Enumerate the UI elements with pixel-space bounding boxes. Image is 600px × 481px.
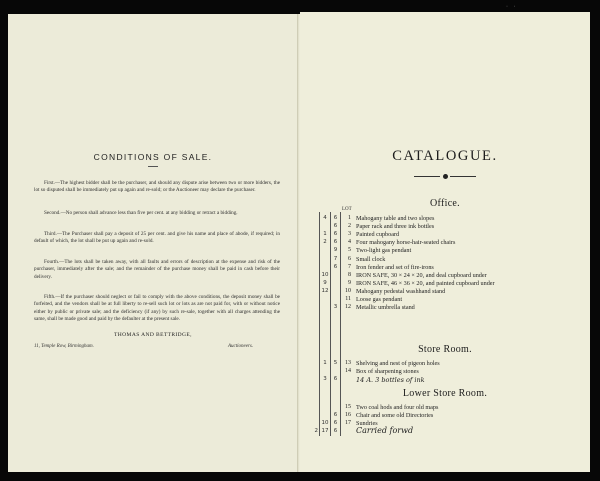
shillings-cell: 10 — [321, 271, 329, 278]
lot-description: IRON SAFE, 30 × 24 × 20, and deal cupboard under — [356, 271, 487, 279]
lot-row — [300, 223, 590, 231]
lot-number: 13 — [345, 360, 351, 366]
lot-description: Two coal hods and four old maps — [356, 404, 439, 411]
catalogue-title: CATALOGUE. — [392, 148, 498, 164]
lot-number: 6 — [348, 255, 351, 262]
lot-description: Four mahogany horse-hair-seated chairs — [356, 239, 456, 247]
lot-description: Small clock — [356, 255, 386, 263]
lot-number: 3 — [348, 231, 351, 238]
conditions-title: CONDITIONS OF SALE. — [93, 152, 213, 162]
lot-description: Carried forwd — [356, 426, 414, 436]
lot-number: 10 — [345, 287, 351, 294]
lot-row — [300, 376, 590, 384]
clause-fourth: Fourth.—The lots shall be taken away, with all faults and errors of description at the expense and risk of the purchaser, immediately after the sale; and the remainder of the purchase money shall be paid in cash before their delivery. — [34, 259, 280, 280]
lot-number: 1 — [348, 215, 351, 221]
lot-row — [300, 264, 590, 272]
pence-cell: 6 — [333, 263, 338, 270]
shillings-cell: 1 — [323, 360, 327, 366]
shillings-cell: 17 — [321, 428, 329, 435]
left-page — [8, 14, 298, 472]
lot-description: Metallic umbrella stand — [356, 304, 415, 312]
clause-fifth: Fifth.—If the purchaser should neglect or fail to comply with the above conditions, the deposit money shall be forfeited, and the vendors shall be at full liberty to re-sell such lot or lots as are not paid for, with or without notice either by public or private sale; and the deficiency (if any) by such re-sale, together with all charges attending the same, shall be made good and paid by the defaulter at the present sale. — [34, 294, 280, 323]
section-heading: Lower Store Room. — [402, 388, 488, 399]
auctioneer-address: 11, Temple Row, Birmingham. — [34, 344, 94, 349]
lot-number: 2 — [348, 223, 351, 230]
shillings-cell: 10 — [321, 420, 329, 427]
lot-description: Box of sharpening stones — [356, 368, 419, 376]
pence-cell: 6 — [333, 231, 338, 238]
lot-row — [300, 215, 590, 223]
clause-second: Second.—No person shall advance less than five per cent. at any bidding or retract a bidding. — [44, 210, 238, 216]
pence-cell: 6 — [333, 215, 338, 221]
lot-row — [300, 256, 590, 264]
ornament-rule-left — [414, 176, 440, 177]
pence-cell: 3 — [333, 304, 338, 311]
lot-description: Iron fender and set of fire-irons — [356, 263, 434, 271]
ornament-dot — [443, 174, 448, 179]
pence-cell: 6 — [333, 376, 338, 383]
title-rule — [148, 166, 158, 167]
shillings-rule — [330, 212, 331, 436]
shillings-cell: 9 — [323, 279, 327, 286]
lot-row — [300, 404, 590, 412]
lot-description: Mahogany table and two slopes — [356, 215, 435, 222]
lot-row — [300, 288, 590, 296]
section-heading: Store Room. — [418, 344, 472, 355]
pence-cell: 6 — [333, 239, 338, 246]
lot-description: Painted cupboard — [356, 231, 400, 239]
lot-row — [300, 412, 590, 420]
pence-cell: 7 — [333, 255, 338, 262]
shillings-cell: 1 — [323, 231, 327, 238]
pence-rule — [340, 212, 341, 436]
carried-forward-row — [300, 428, 590, 436]
auctioneer-firm: THOMAS AND BETTRIDGE, — [114, 332, 192, 338]
lot-description: 14 A. 3 bottles of ink — [356, 376, 425, 385]
pence-cell: 6 — [333, 420, 338, 427]
shillings-cell: 12 — [321, 287, 329, 294]
lot-number: 8 — [348, 271, 351, 278]
shillings-cell: 2 — [323, 239, 327, 246]
lot-number: 5 — [348, 247, 351, 254]
lot-description: Two-light gas pendant — [356, 247, 412, 255]
shillings-cell: 3 — [323, 376, 327, 383]
clause-first: First.—The highest bidder shall be the purchaser, and should any dispute arise between two or more bidders, the lot so disputed shall be immediately put up again and re-sold; or the Auctioneer may declare the purchaser. — [34, 180, 280, 194]
pence-cell: 5 — [333, 360, 338, 366]
lot-description: Chair and some old Directories — [356, 412, 434, 420]
lot-number: 17 — [345, 420, 351, 427]
lot-row — [300, 280, 590, 288]
lot-description: Sundries — [356, 420, 378, 428]
lot-number: 9 — [348, 279, 351, 286]
lot-description: Paper rack and three ink bottles — [356, 223, 435, 231]
section-heading: Office. — [430, 198, 460, 209]
lot-number: 16 — [345, 412, 351, 419]
lot-row — [300, 272, 590, 280]
ornament-rule-right — [450, 176, 476, 177]
shillings-cell: 4 — [323, 215, 327, 221]
lot-row — [300, 231, 590, 239]
pence-cell: 6 — [333, 412, 338, 419]
lot-description: Mahogany pedestal washhand stand — [356, 287, 446, 295]
pence-cell: 6 — [333, 223, 338, 230]
lot-description: Loose gas pendant — [356, 296, 403, 303]
lot-number: 14 — [345, 368, 351, 375]
auctioneers-label: Auctioneers. — [228, 344, 254, 349]
pounds-rule — [319, 212, 320, 436]
lot-number: 12 — [345, 304, 351, 311]
lot-number: 4 — [348, 239, 351, 246]
pence-cell: 9 — [333, 247, 338, 254]
lot-column-header: LOT — [342, 207, 352, 212]
pounds-cell: 2 — [314, 428, 318, 435]
lot-row — [300, 360, 590, 368]
lot-description: Shelving and nest of pigeon holes — [356, 360, 440, 367]
lot-row — [300, 239, 590, 247]
lot-row — [300, 247, 590, 255]
lot-row — [300, 296, 590, 304]
page-mark: · · — [506, 4, 518, 10]
lot-row — [300, 304, 590, 312]
lot-number: 15 — [345, 404, 351, 410]
lot-row — [300, 368, 590, 376]
lot-number: 7 — [348, 263, 351, 270]
lot-description: IRON SAFE, 46 × 36 × 20, and painted cupboard under — [356, 279, 495, 287]
clause-third: Third.—The Purchaser shall pay a deposit of 25 per cent. and give his name and place of abode, if required; in default of which, the lot shall be put up again and re-sold. — [34, 231, 280, 245]
lot-number: 11 — [345, 296, 351, 302]
lot-row — [300, 420, 590, 428]
pence-cell: 6 — [333, 428, 338, 435]
right-page — [300, 12, 590, 472]
